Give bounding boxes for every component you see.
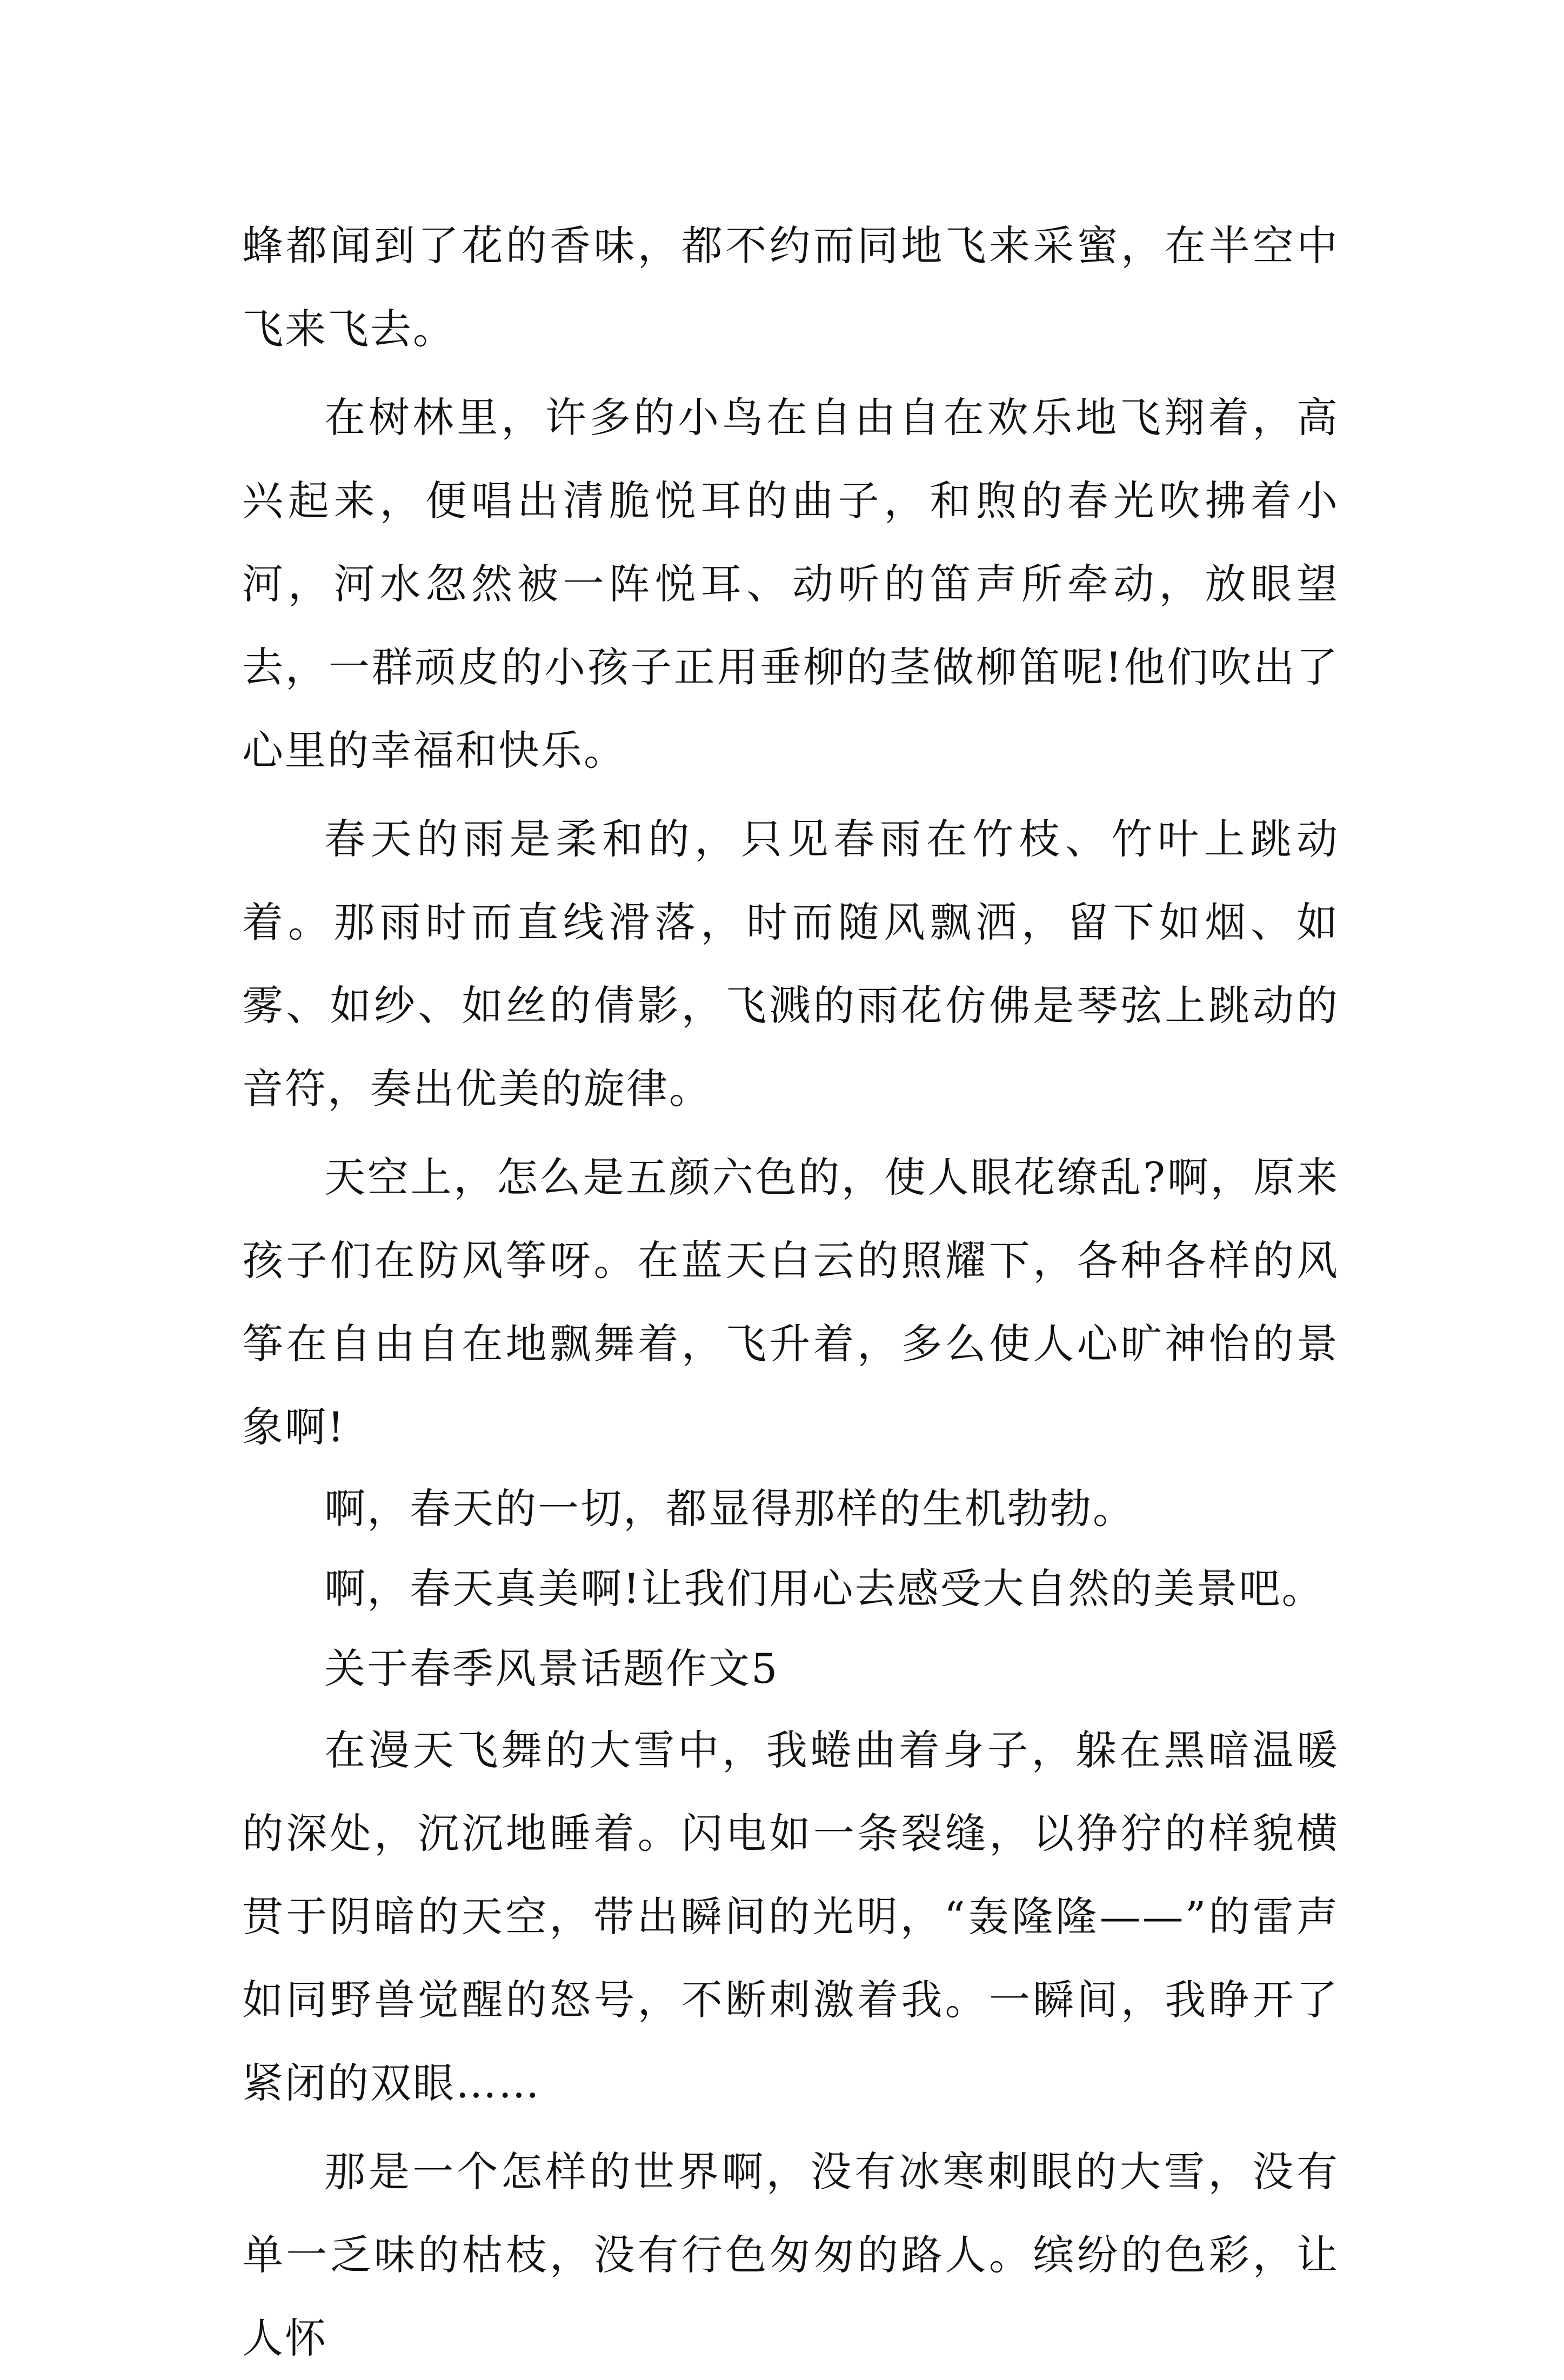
paragraph-7: 在漫天飞舞的大雪中，我蜷曲着身子，躲在黑暗温暖的深处，沉沉地睡着。闪电如一条裂缝，以狰狞的样貌横贯于阴暗的天空，带出瞬间的光明，“轰隆隆——”的雷声如同野兽觉醒的怒号，不断刺激着我。一瞬间，我睁开了紧闭的双眼…… — [242, 1726, 1339, 2107]
paragraph-2: 在树林里，许多的小鸟在自由自在欢乐地飞翔着，高兴起来，便唱出清脆悦耳的曲子，和煦的春光吹拂着小河，河水忽然被一阵悦耳、动听的笛声所牵动，放眼望去，一群顽皮的小孩子正用垂柳的茎做柳笛呢!他们吹出了心里的幸福和快乐。 — [242, 393, 1339, 774]
paragraph-1: 蜂都闻到了花的香味，都不约而同地飞来采蜜，在半空中飞来飞去。 — [242, 222, 1339, 353]
paragraph-3: 春天的雨是柔和的，只见春雨在竹枝、竹叶上跳动着。那雨时而直线滑落，时而随风飘洒，留下如烟、如雾、如纱、如丝的倩影，飞溅的雨花仿佛是琴弦上跳动的音符，奏出优美的旋律。 — [242, 815, 1339, 1113]
paragraph-6: 啊，春天真美啊!让我们用心去感受大自然的美景吧。 — [324, 1565, 1325, 1613]
paragraph-4: 天空上，怎么是五颜六色的，使人眼花缭乱?啊，原来孩子们在防风筝呀。在蓝天白云的照耀下，各种各样的风筝在自由自在地飘舞着，飞升着，多么使人心旷神怡的景象啊! — [242, 1153, 1339, 1451]
document-body — [242, 204, 1339, 2380]
section-heading: 关于春季风景话题作文5 — [324, 1644, 779, 1693]
paragraph-5: 啊，春天的一切，都显得那样的生机勃勃。 — [324, 1485, 1135, 1533]
paragraph-8: 那是一个怎样的世界啊，没有冰寒刺眼的大雪，没有单一乏味的枯枝，没有行色匆匆的路人。缤纷的色彩，让人怀 — [242, 2148, 1339, 2362]
